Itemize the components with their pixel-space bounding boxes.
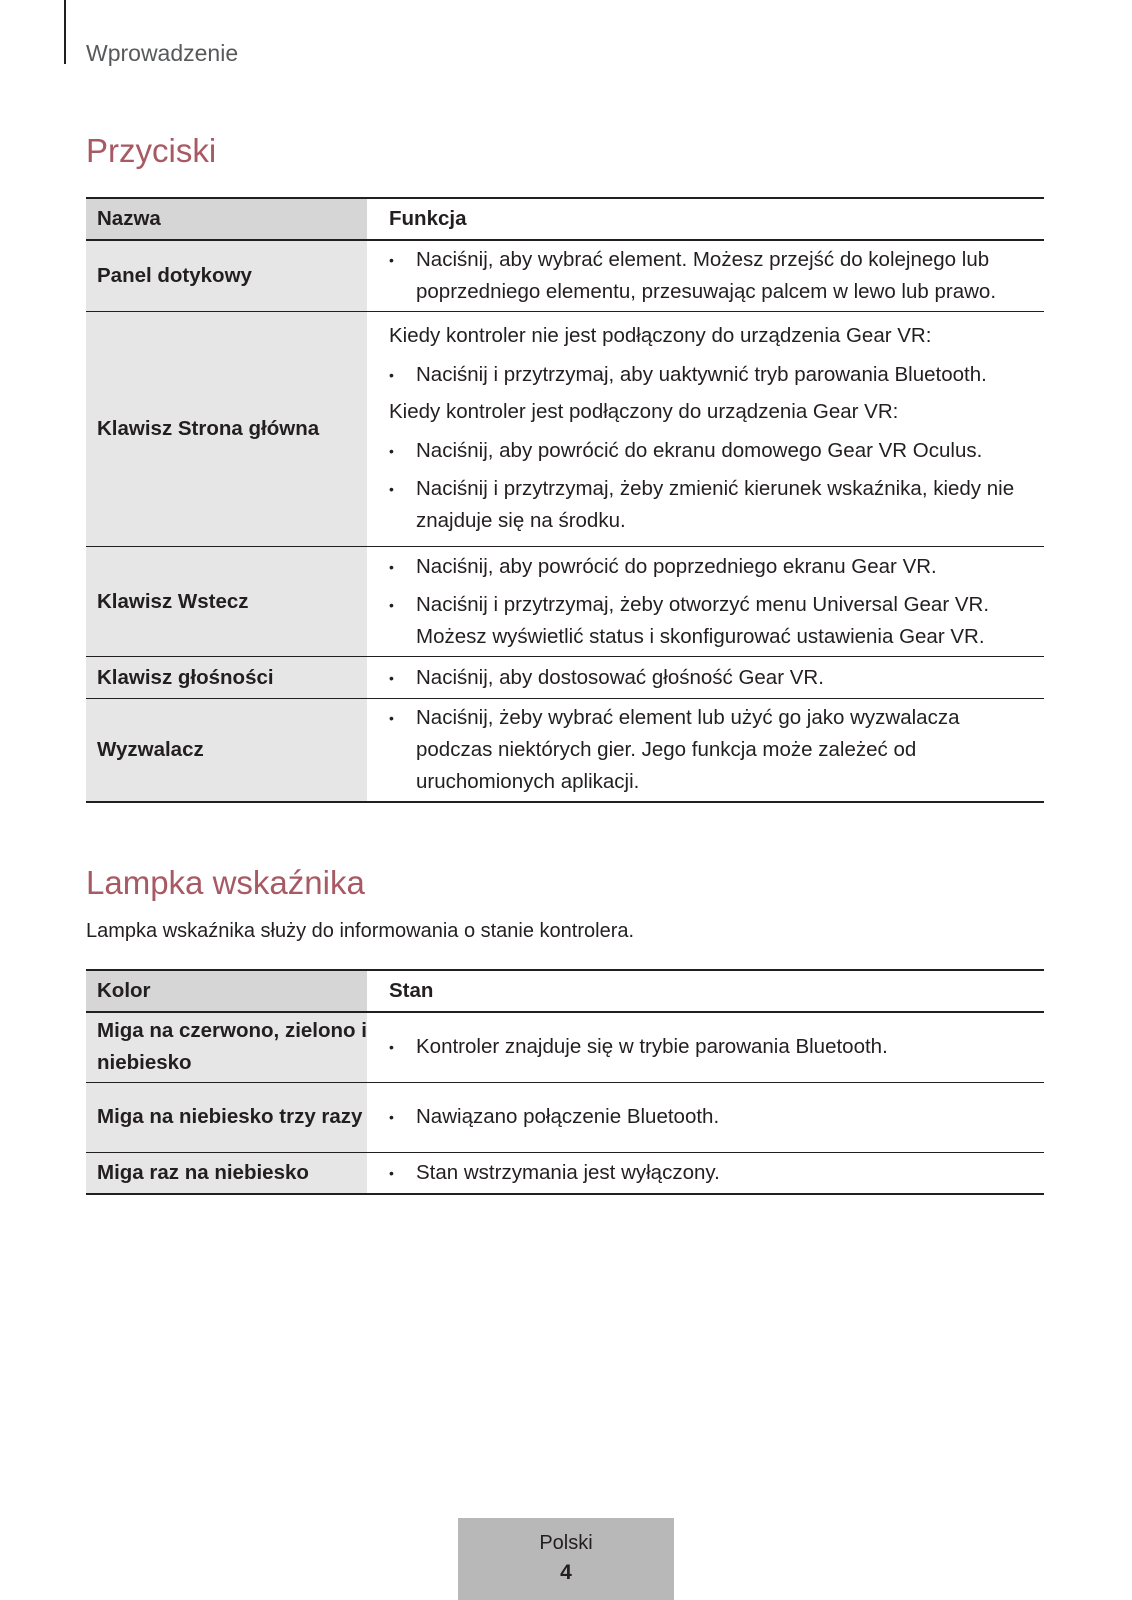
table-header-row — [86, 198, 1044, 240]
bullet-item: • Naciśnij i przytrzymaj, żeby otworzyć menu Universal Gear VR. Możesz wyświetlić status i skonfigurować ustawienia Gear VR. — [389, 586, 1036, 656]
row-name: Klawisz Strona główna — [86, 312, 367, 547]
table-row — [86, 312, 1044, 547]
footer-language: Polski — [539, 1532, 593, 1554]
indicator-table-body — [86, 1012, 1044, 1194]
description-text: Kiedy kontroler jest podłączony do urządzenia Gear VR: — [389, 400, 899, 423]
row-name: Miga na czerwono, zielono i niebiesko — [86, 1012, 367, 1082]
bullet-item: • Naciśnij i przytrzymaj, żeby zmienić kierunek wskaźnika, kiedy nie znajduje się na środku. — [389, 470, 1036, 540]
row-name: Miga raz na niebiesko — [86, 1152, 367, 1194]
bullet-item: • Naciśnij, aby powrócić do poprzedniego ekranu Gear VR. — [389, 548, 1036, 586]
bullet-item: • Naciśnij, aby wybrać element. Możesz przejść do kolejnego lub poprzedniego elementu, przesuwając palcem w lewo lub prawo. — [389, 241, 1036, 311]
bullet-item: • Naciśnij i przytrzymaj, aby uaktywnić tryb parowania Bluetooth. — [389, 356, 1036, 394]
buttons-table-body — [86, 240, 1044, 802]
bullet-item: • Nawiązano połączenie Bluetooth. — [389, 1098, 1036, 1136]
bullet-item: • Naciśnij, aby dostosować głośność Gear VR. — [389, 659, 1036, 697]
row-name: Klawisz głośności — [86, 657, 367, 699]
page-footer — [458, 1518, 674, 1600]
column-header-state: Stan — [389, 979, 434, 1002]
row-description — [367, 312, 1044, 547]
bullet-item: • Stan wstrzymania jest wyłączony. — [389, 1154, 1036, 1192]
column-header-function: Funkcja — [389, 207, 467, 230]
description-text: Kiedy kontroler nie jest podłączony do urządzenia Gear VR: — [389, 324, 932, 347]
table-row — [86, 547, 1044, 657]
row-description — [367, 699, 1044, 803]
row-name: Panel dotykowy — [86, 240, 367, 312]
row-name: Miga na niebiesko trzy razy — [86, 1082, 367, 1152]
bullet-item: • Kontroler znajduje się w trybie parowania Bluetooth. — [389, 1028, 1036, 1066]
page-number: 4 — [560, 1561, 572, 1584]
row-description — [367, 547, 1044, 657]
table-row — [86, 240, 1044, 312]
indicator-intro: Lampka wskaźnika służy do informowania o stanie kontrolera. — [86, 920, 635, 942]
row-name: Klawisz Wstecz — [86, 547, 367, 657]
table-header-row — [86, 970, 1044, 1012]
table-row — [86, 699, 1044, 803]
section-label: Wprowadzenie — [86, 40, 239, 66]
row-name: Wyzwalacz — [86, 699, 367, 803]
indicator-heading: Lampka wskaźnika — [86, 864, 365, 901]
bullet-item: • Naciśnij, żeby wybrać element lub użyć go jako wyzwalacza podczas niektórych gier. Jego funkcja może zależeć od uruchomionych aplikacji. — [389, 699, 1036, 801]
bullet-item: • Naciśnij, aby powrócić do ekranu domowego Gear VR Oculus. — [389, 432, 1036, 470]
buttons-table — [86, 197, 1044, 803]
table-row — [86, 657, 1044, 699]
row-description — [367, 657, 1044, 699]
margin-bar — [64, 0, 66, 64]
column-header-color: Kolor — [86, 970, 367, 1012]
row-description — [367, 1082, 1044, 1152]
row-description — [367, 1152, 1044, 1194]
row-description — [367, 1012, 1044, 1082]
row-description — [367, 240, 1044, 312]
table-row — [86, 1012, 1044, 1082]
column-header-name: Nazwa — [86, 198, 367, 240]
buttons-heading: Przyciski — [86, 132, 217, 169]
indicator-table — [86, 969, 1044, 1195]
table-row — [86, 1152, 1044, 1194]
table-row — [86, 1082, 1044, 1152]
